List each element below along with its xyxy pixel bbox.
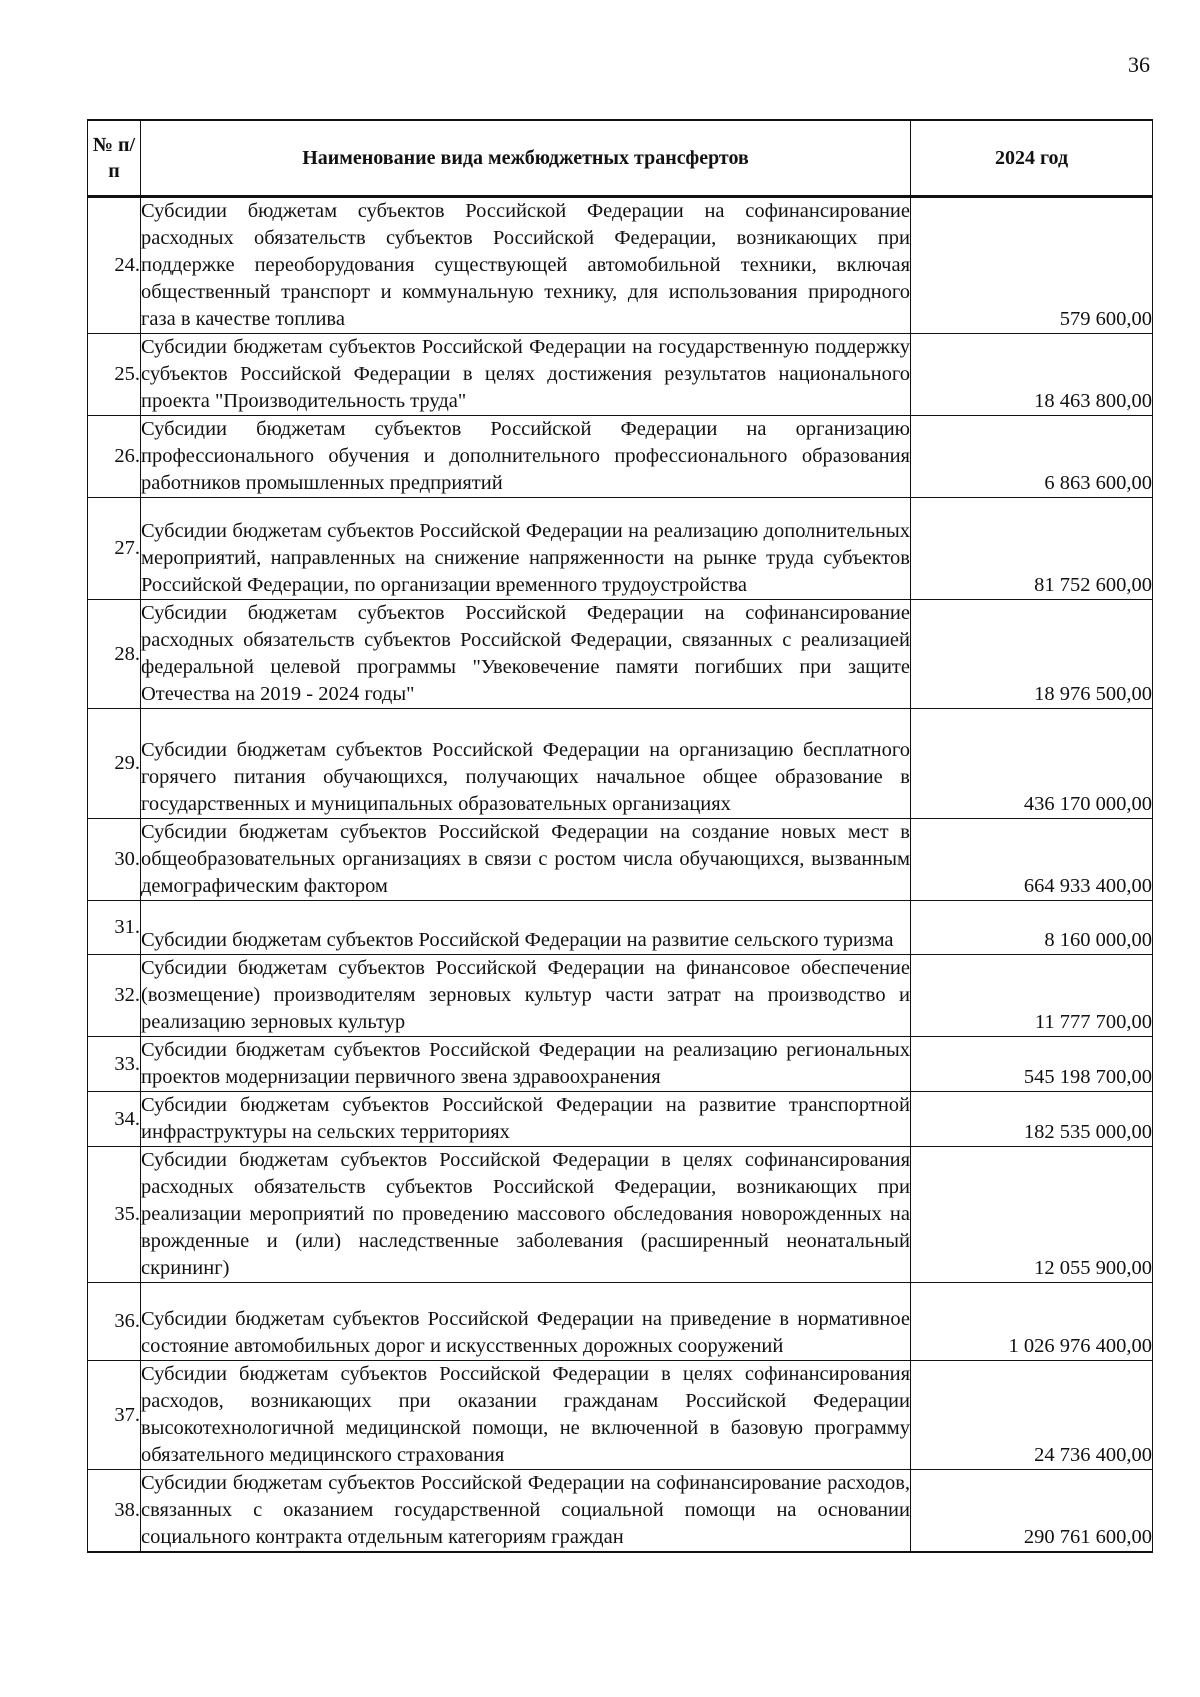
table-row <box>88 600 1153 709</box>
table-row <box>88 955 1153 1037</box>
row-number: 33. <box>88 1037 141 1092</box>
table-row <box>88 197 1153 334</box>
row-amount: 1 026 976 400,00 <box>911 1283 1153 1361</box>
row-name: Субсидии бюджетам субъектов Российской Федерации на реализацию дополнительных мероприятий, направленных на снижение напряженности на рынке труда субъектов Российской Федерации, по организации временного трудоустройства <box>141 498 911 600</box>
row-amount: 24 736 400,00 <box>911 1361 1153 1470</box>
row-amount: 8 160 000,00 <box>911 901 1153 955</box>
header-name: Наименование вида межбюджетных трансфертов <box>141 120 911 197</box>
row-amount: 182 535 000,00 <box>911 1092 1153 1147</box>
row-name: Субсидии бюджетам субъектов Российской Федерации на софинансирование расходных обязательств субъектов Российской Федерации, связанных с реализацией федеральной целевой программы "Увековечение памяти погибших при защите Отечества на 2019 - 2024 годы" <box>141 600 911 709</box>
row-name: Субсидии бюджетам субъектов Российской Федерации на приведение в нормативное состояние автомобильных дорог и искусственных дорожных сооружений <box>141 1283 911 1361</box>
row-number: 32. <box>88 955 141 1037</box>
row-amount: 290 761 600,00 <box>911 1470 1153 1553</box>
row-number: 34. <box>88 1092 141 1147</box>
row-name: Субсидии бюджетам субъектов Российской Федерации на реализацию региональных проектов модернизации первичного звена здравоохранения <box>141 1037 911 1092</box>
row-name: Субсидии бюджетам субъектов Российской Федерации в целях софинансирования расходных обязательств субъектов Российской Федерации, возникающих при реализации мероприятий по проведению массового обследования новорожденных на врожденные и (или) наследственные заболевания (расширенный неонатальный скрининг) <box>141 1147 911 1283</box>
transfers-table <box>87 119 1153 1553</box>
row-name: Субсидии бюджетам субъектов Российской Федерации на развитие сельского туризма <box>141 901 911 955</box>
row-amount: 579 600,00 <box>911 197 1153 334</box>
row-number: 25. <box>88 334 141 416</box>
row-number: 38. <box>88 1470 141 1553</box>
row-number: 35. <box>88 1147 141 1283</box>
row-name: Субсидии бюджетам субъектов Российской Федерации на создание новых мест в общеобразовательных организациях в связи с ростом числа обучающихся, вызванным демографическим фактором <box>141 819 911 901</box>
row-amount: 664 933 400,00 <box>911 819 1153 901</box>
header-num-label: № п/п <box>92 134 136 182</box>
table-header-row <box>88 120 1153 197</box>
table-row <box>88 416 1153 498</box>
row-amount: 18 463 800,00 <box>911 334 1153 416</box>
table-row <box>88 1361 1153 1470</box>
row-name: Субсидии бюджетам субъектов Российской Федерации на развитие транспортной инфраструктуры на сельских территориях <box>141 1092 911 1147</box>
table-row <box>88 819 1153 901</box>
row-name: Субсидии бюджетам субъектов Российской Федерации на организацию профессионального обучения и дополнительного профессионального образования работников промышленных предприятий <box>141 416 911 498</box>
row-name: Субсидии бюджетам субъектов Российской Федерации в целях софинансирования расходов, возникающих при оказании гражданам Российской Федерации высокотехнологичной медицинской помощи, не включенной в базовую программу обязательного медицинского страхования <box>141 1361 911 1470</box>
row-name: Субсидии бюджетам субъектов Российской Федерации на софинансирование расходов, связанных с оказанием государственной социальной помощи на основании социального контракта отдельным категориям граждан <box>141 1470 911 1553</box>
row-name: Субсидии бюджетам субъектов Российской Федерации на финансовое обеспечение (возмещение) производителям зерновых культур части затрат на производство и реализацию зерновых культур <box>141 955 911 1037</box>
row-number: 29. <box>88 709 141 819</box>
row-number: 36. <box>88 1283 141 1361</box>
table-row <box>88 334 1153 416</box>
table-row <box>88 1092 1153 1147</box>
table-row <box>88 1037 1153 1092</box>
row-amount: 18 976 500,00 <box>911 600 1153 709</box>
row-number: 24. <box>88 197 141 334</box>
row-name: Субсидии бюджетам субъектов Российской Федерации на государственную поддержку субъектов Российской Федерации в целях достижения результатов национального проекта "Производительность труда" <box>141 334 911 416</box>
row-name: Субсидии бюджетам субъектов Российской Федерации на софинансирование расходных обязательств субъектов Российской Федерации, возникающих при поддержке переоборудования существующей автомобильной техники, включая общественный транспорт и коммунальную технику, для использования природного газа в качестве топлива <box>141 197 911 334</box>
row-amount: 545 198 700,00 <box>911 1037 1153 1092</box>
row-amount: 6 863 600,00 <box>911 416 1153 498</box>
row-amount: 436 170 000,00 <box>911 709 1153 819</box>
row-amount: 12 055 900,00 <box>911 1147 1153 1283</box>
row-number: 31. <box>88 901 141 955</box>
row-number: 27. <box>88 498 141 600</box>
row-name: Субсидии бюджетам субъектов Российской Федерации на организацию бесплатного горячего питания обучающихся, получающих начальное общее образование в государственных и муниципальных образовательных организациях <box>141 709 911 819</box>
row-amount: 11 777 700,00 <box>911 955 1153 1037</box>
table-row <box>88 498 1153 600</box>
row-amount: 81 752 600,00 <box>911 498 1153 600</box>
table-row <box>88 1283 1153 1361</box>
row-number: 30. <box>88 819 141 901</box>
row-number: 26. <box>88 416 141 498</box>
table-row <box>88 709 1153 819</box>
table-row <box>88 901 1153 955</box>
header-year: 2024 год <box>911 120 1153 197</box>
table-row <box>88 1147 1153 1283</box>
row-number: 28. <box>88 600 141 709</box>
page-number: 36 <box>1128 52 1150 77</box>
table-row <box>88 1470 1153 1553</box>
table-body <box>88 197 1153 1553</box>
header-num <box>88 120 141 197</box>
row-number: 37. <box>88 1361 141 1470</box>
